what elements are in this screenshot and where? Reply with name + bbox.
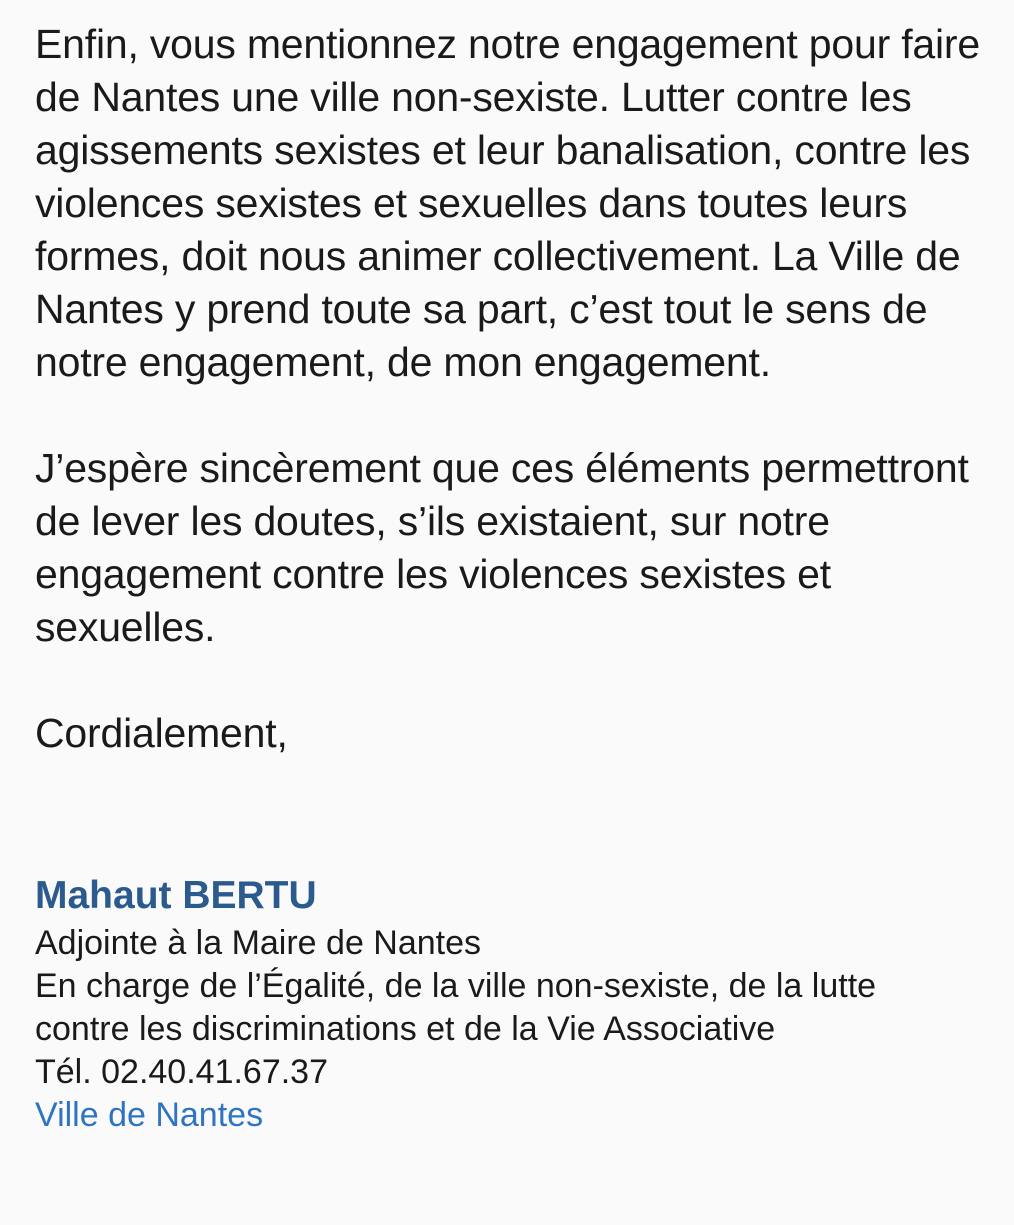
signature-mandate-line-2: contre les discriminations et de la Vie Associative [35,1010,776,1048]
signature-spacer [35,760,985,870]
signature-mandate-line-1: En charge de l’Égalité, de la ville non-sexiste, de la lutte [35,967,877,1005]
ville-de-nantes-link[interactable]: Ville de Nantes [35,1096,264,1134]
email-body [35,18,985,1137]
signature-phone[interactable]: Tél. 02.40.41.67.37 [35,1053,329,1091]
closing-salutation: Cordialement, [35,710,288,756]
signature-name: Mahaut BERTU [35,874,317,917]
paragraph-engagement: Enfin, vous mentionnez notre engagement pour faire de Nantes une ville non-sexiste. Lutter contre les agissements sexistes et leur banalisation, contre les violences sexistes et sexuelles dans toutes leurs formes, doit nous animer collectivement. La Ville de Nantes y prend toute sa part, c’est tout le sens de notre engagement, de mon engagement. [35,21,980,385]
signature-role: Adjointe à la Maire de Nantes [35,924,482,962]
paragraph-hope: J’espère sincèrement que ces éléments permettront de lever les doutes, s’ils existaient, sur notre engagement contre les violences sexistes et sexuelles. [35,445,969,650]
paragraph-spacer [35,389,985,442]
email-signature [35,870,985,1137]
paragraph-spacer [35,654,985,707]
